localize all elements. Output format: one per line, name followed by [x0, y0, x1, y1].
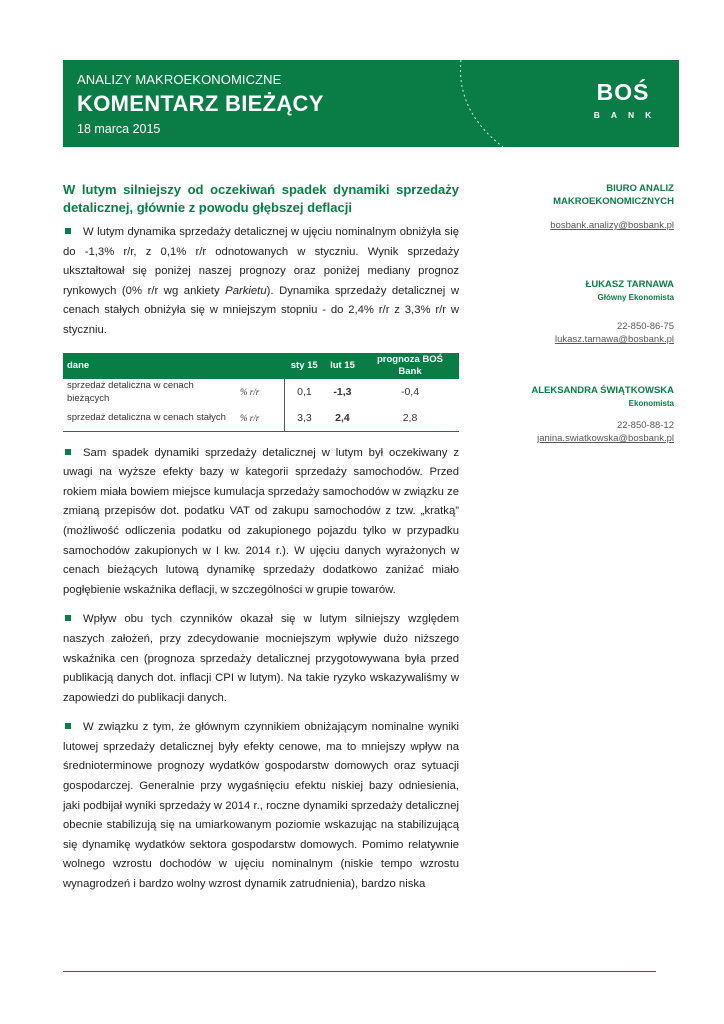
table-header-dane: dane	[63, 353, 285, 379]
row-label: sprzedaż detaliczna w cenach bieżących	[67, 379, 194, 404]
org-name-line2: MAKROEKONOMICZNYCH	[553, 196, 674, 207]
table-row	[63, 379, 459, 405]
report-date: 18 marca 2015	[77, 122, 161, 136]
bullet-icon	[65, 228, 71, 234]
row-value-sty: 0,1	[297, 385, 312, 398]
row-value-sty: 3,3	[285, 405, 324, 432]
row-value-lut: 2,4	[324, 405, 361, 432]
contact-role: Główny Ekonomista	[597, 293, 674, 302]
contact-card	[490, 385, 674, 444]
paragraph-3	[63, 610, 459, 708]
footer-divider	[63, 971, 656, 972]
table-header-sty: sty 15	[285, 353, 324, 379]
contact-name: ŁUKASZ TARNAWA	[585, 279, 674, 290]
report-title: KOMENTARZ BIEŻĄCY	[77, 91, 324, 116]
org-name-line1: BIURO ANALIZ	[606, 183, 674, 194]
contact-card	[490, 279, 674, 345]
row-unit: % r/r	[236, 405, 285, 432]
sidebar-org	[490, 182, 674, 231]
contact-email-link[interactable]: janina.swiatkowska@bosbank.pl	[537, 433, 674, 444]
table-header-row	[63, 353, 459, 379]
table-header-lut: lut 15	[324, 353, 361, 379]
contact-phone: 22-850-88-12	[616, 420, 674, 431]
org-email-link[interactable]: bosbank.analizy@bosbank.pl	[550, 220, 674, 231]
table-header-prognoza: prognoza BOŚ Bank	[361, 353, 459, 379]
header-banner	[63, 60, 679, 147]
bullet-icon	[65, 615, 71, 621]
logo-subtext: BANK	[593, 110, 663, 120]
paragraph-4	[63, 718, 459, 894]
row-value-lut: -1,3	[333, 385, 352, 398]
bullet-icon	[65, 449, 71, 455]
paragraph-1-italic: Parkietu	[225, 284, 267, 297]
sales-table	[63, 353, 459, 432]
paragraph-1-text-a: W lutym dynamika sprzedaży detalicznej w ujęciu nominalnym obniżyła się do -1,3% r/r, z 0,1% r/r odnotowanych w styczniu. Wynik sprzedaży ukształtował się poniżej naszej prognozy oraz poniżej mediany prognoz rynkowych (0% r/r wg ankiety	[63, 226, 459, 297]
paragraph-1	[63, 223, 459, 341]
article-headline: W lutym silniejszy od oczekiwań spadek dynamiki sprzedaży detalicznej, głównie z powodu głębszej deflacji	[63, 182, 459, 215]
bullet-icon	[65, 723, 71, 729]
report-series: ANALIZY MAKROEKONOMICZNE	[77, 72, 282, 87]
row-label: sprzedaż detaliczna w cenach stałych	[63, 405, 236, 432]
paragraph-3-text: Wpływ obu tych czynników okazał się w lutym silniejszy względem naszych założeń, przy zdecydowanie mocniejszym wpływie dużo niższego wskaźnika cen (prognoza sprzedaży detalicznej przygotowywana była przed publikacją danych dot. inflacji CPI w lutym). Na takie ryzyko wskazywaliśmy w zapowiedzi do publikacji danych.	[63, 613, 459, 704]
paragraph-2-text: Sam spadek dynamiki sprzedaży detalicznej w lutym był oczekiwany z uwagi na wyższe efekty bazy w kategorii sprzedaży samochodów. Przed rokiem miała bowiem miejsce kumulacja sprzedaży samochodów w związku ze zmianą przepisów dot. podatku VAT od zakupu samochodów z tzw. „kratką” (możliwość odliczenia podatku od zakupionego pojazdu tylko w przypadku samochodów zakupionych w I kw. 2014 r.). W ujęciu danych wyrażonych w cenach bieżących lutową dynamikę sprzedaży dodatkowo zaniżać miało pogłębienie wskaźnika deflacji, w szczególności w grupie towarów.	[63, 446, 459, 596]
paragraph-1-text-b: ). Dynamika sprzedaży detalicznej w cenach stałych obniżyła się w mniejszym stopniu - do 2,4% r/r z 3,3% r/r w styczniu.	[63, 284, 459, 336]
contact-email-link[interactable]: lukasz.tarnawa@bosbank.pl	[555, 334, 674, 345]
contact-phone: 22-850-86-75	[616, 321, 674, 332]
table-row	[63, 405, 459, 432]
row-value-prognoza: 2,8	[361, 405, 459, 432]
contact-name: ALEKSANDRA ŚWIĄTKOWSKA	[531, 385, 674, 396]
contact-role: Ekonomista	[628, 399, 674, 408]
paragraph-4-text: W związku z tym, że głównym czynnikiem obniżającym nominalne wyniki lutowej sprzedaży detalicznej były efekty cenowe, ma to mniejszy wpływ na średnioterminowe prognozy wydatków gospodarstw domowych oraz sytuacji gospodarczej. Generalnie przy wygaśnięciu efektu niskiej bazy odniesienia, jaki podbijał wyniki sprzedaży w 2014 r., roczne dynamiki sprzedaży detalicznej obecnie stabilizują się na umiarkowanym poziomie wskazując na stabilizującą się dynamikę wydatków sektora gospodarstw domowych. Pomimo relatywnie wolnego wzrostu dochodów w ujęciu nominalnym (niskie tempo wzrostu wynagrodzeń i bardzo wolny wzrost dynamik zatrudnienia), bardzo niska	[63, 721, 459, 891]
row-unit: % r/r	[236, 379, 285, 405]
paragraph-2	[63, 444, 459, 601]
bos-bank-logo	[573, 80, 673, 130]
logo-text: BOŚ	[596, 79, 650, 105]
main-column	[63, 181, 459, 905]
row-value-prognoza: -0,4	[400, 385, 420, 398]
